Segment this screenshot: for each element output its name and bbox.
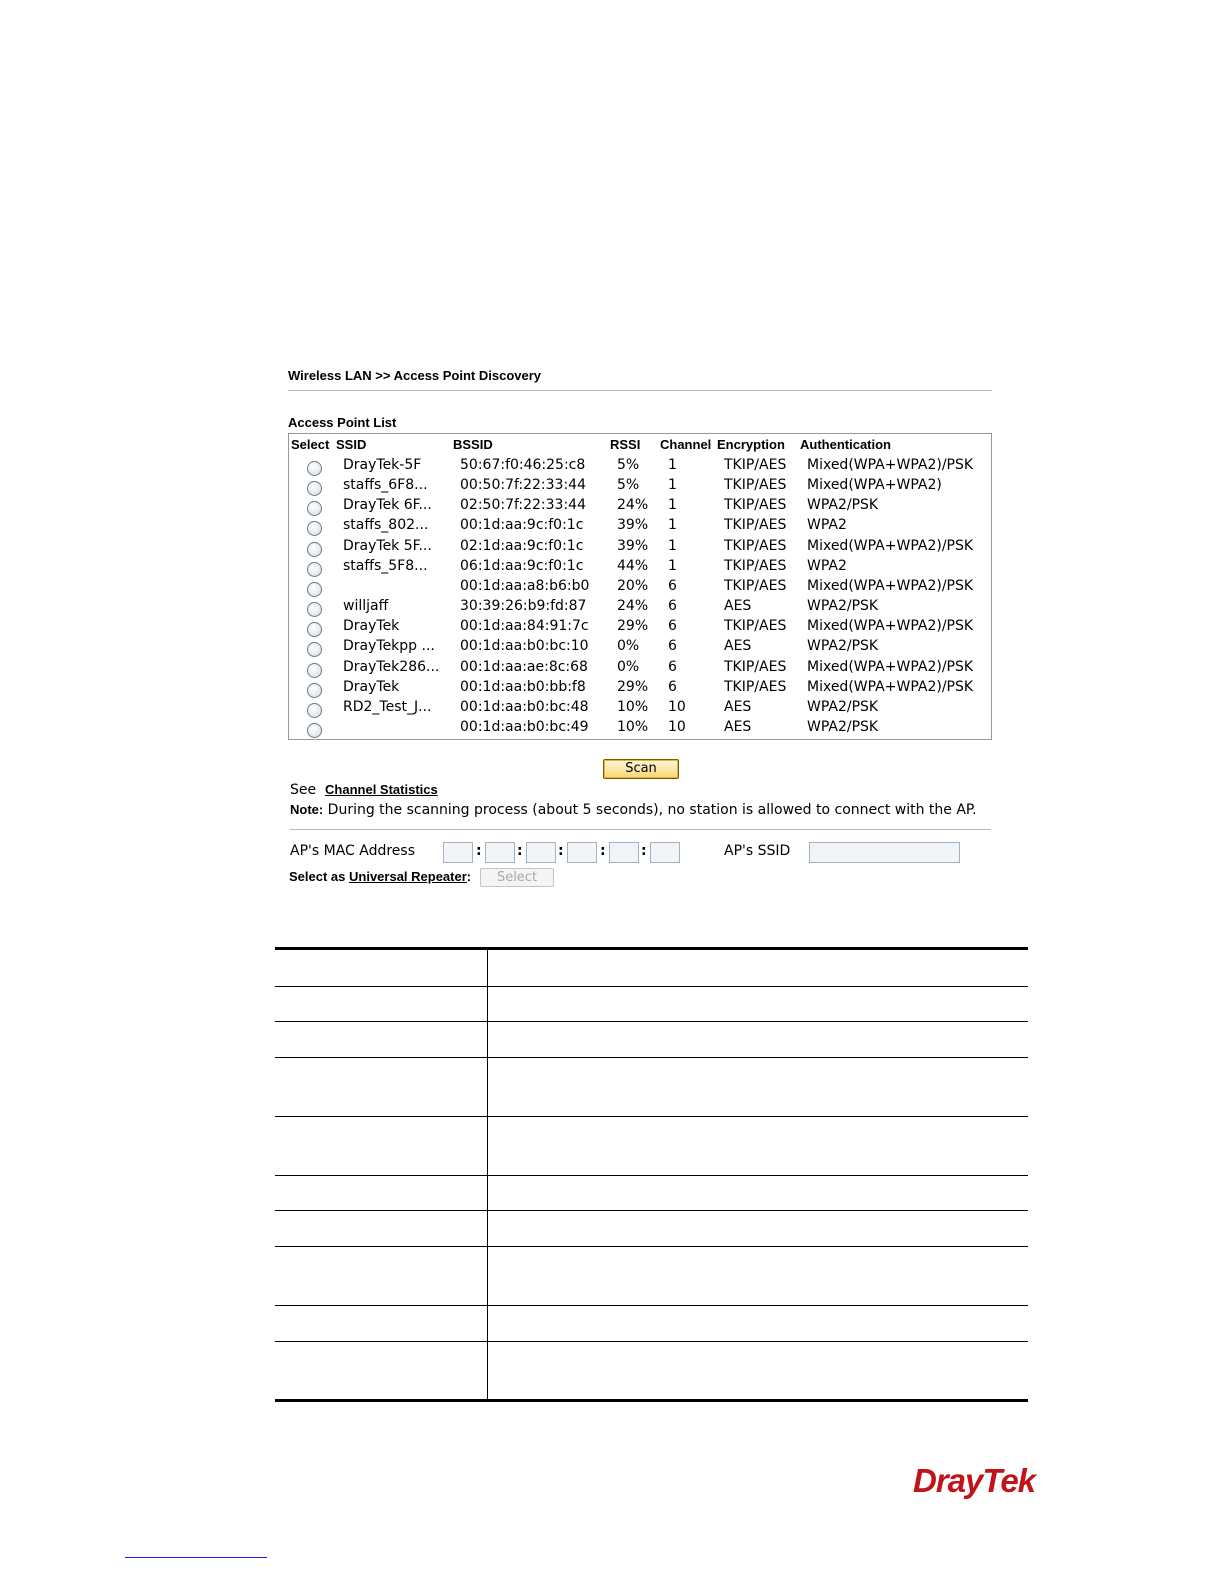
authentication-cell: WPA2/PSK	[807, 718, 879, 735]
ssid-cell: staffs_6F8...	[343, 477, 428, 494]
mac-separator: :	[558, 843, 564, 859]
select-radio[interactable]	[307, 703, 322, 718]
encryption-cell: TKIP/AES	[724, 537, 787, 554]
channel-cell: 1	[668, 477, 677, 494]
channel-statistics-link[interactable]: Channel Statistics	[325, 782, 438, 797]
bssid-cell: 00:1d:aa:b0:bb:f8	[460, 678, 586, 695]
table-row	[289, 618, 991, 638]
encryption-cell: TKIP/AES	[724, 618, 787, 635]
table-row	[289, 578, 991, 598]
page-title: Wireless LAN >> Access Point Discovery	[288, 368, 542, 383]
draytek-logo: DrayTek	[913, 1462, 1036, 1499]
column-header-ssid: SSID	[336, 437, 367, 452]
table-row-divider	[275, 1246, 1028, 1247]
scan-button[interactable]: Scan	[603, 759, 679, 779]
bssid-cell: 00:1d:aa:b0:bc:10	[460, 638, 589, 655]
bssid-cell: 50:67:f0:46:25:c8	[460, 457, 586, 473]
rssi-cell: 0%	[617, 638, 640, 655]
rssi-cell: 24%	[617, 598, 649, 615]
select-radio[interactable]	[307, 683, 322, 698]
mac-octet-5-input[interactable]	[609, 842, 639, 863]
note-label: Note:	[290, 802, 324, 817]
divider	[288, 390, 992, 391]
authentication-cell: Mixed(WPA+WPA2)/PSK	[807, 658, 974, 675]
ssid-cell: DrayTek 6F...	[343, 497, 432, 514]
bssid-cell: 00:1d:aa:b0:bc:49	[460, 718, 589, 735]
divider	[290, 829, 991, 830]
ssid-cell: DrayTek	[343, 678, 400, 695]
table-row	[289, 477, 991, 497]
table-row-divider	[275, 986, 1028, 987]
ssid-cell: staffs_802...	[343, 517, 429, 534]
encryption-cell: AES	[724, 638, 752, 655]
column-header-bssid: BSSID	[453, 437, 493, 452]
channel-cell: 10	[668, 698, 686, 715]
bssid-cell: 06:1d:aa:9c:f0:1c	[460, 557, 584, 574]
encryption-cell: TKIP/AES	[724, 577, 787, 594]
ssid-cell: DrayTek286...	[343, 658, 440, 675]
mac-octet-1-input[interactable]	[443, 842, 473, 863]
channel-cell: 6	[668, 618, 677, 635]
rssi-cell: 10%	[617, 698, 649, 715]
rssi-cell: 24%	[617, 497, 649, 514]
footer-line	[125, 1557, 267, 1558]
rssi-cell: 29%	[617, 678, 649, 695]
encryption-cell: TKIP/AES	[724, 678, 787, 695]
column-header-authentication: Authentication	[800, 437, 891, 452]
channel-cell: 10	[668, 718, 686, 735]
encryption-cell: TKIP/AES	[724, 497, 787, 514]
ap-ssid-input[interactable]	[809, 842, 960, 863]
authentication-cell: Mixed(WPA+WPA2)/PSK	[807, 457, 974, 473]
table-row	[289, 638, 991, 658]
authentication-cell: WPA2/PSK	[807, 598, 879, 615]
channel-cell: 1	[668, 537, 677, 554]
column-header-channel: Channel	[660, 437, 712, 452]
mac-separator: :	[476, 843, 482, 859]
authentication-cell: WPA2/PSK	[807, 497, 879, 514]
authentication-cell: Mixed(WPA+WPA2)/PSK	[807, 618, 974, 635]
bssid-cell: 00:1d:aa:a8:b6:b0	[460, 577, 590, 594]
note-text: During the scanning process (about 5 seconds), no station is allowed to connect with the AP.	[323, 802, 977, 818]
encryption-cell: AES	[724, 718, 752, 735]
channel-cell: 1	[668, 497, 677, 514]
channel-cell: 1	[668, 557, 677, 574]
access-point-list	[288, 433, 992, 740]
select-radio[interactable]	[307, 663, 322, 678]
ssid-cell: DrayTek	[343, 618, 400, 635]
table-row-divider	[275, 1116, 1028, 1117]
ssid-cell: staffs_5F8...	[343, 557, 428, 574]
table-row-divider	[275, 1057, 1028, 1058]
select-button[interactable]: Select	[480, 868, 554, 887]
ssid-cell: DrayTek 5F...	[343, 537, 432, 554]
authentication-cell: Mixed(WPA+WPA2)	[807, 477, 942, 494]
ap-ssid-label: AP's SSID	[724, 843, 791, 859]
ssid-cell: DrayTekpp ...	[343, 638, 435, 655]
select-as-universal-repeater	[289, 869, 471, 884]
encryption-cell: TKIP/AES	[724, 457, 787, 473]
table-top-border	[275, 947, 1028, 950]
table-row-divider	[275, 1021, 1028, 1022]
description-table	[275, 947, 1028, 1402]
channel-cell: 1	[668, 517, 677, 534]
bssid-cell: 00:1d:aa:9c:f0:1c	[460, 517, 584, 534]
bssid-cell: 00:1d:aa:ae:8c:68	[460, 658, 588, 675]
channel-cell: 6	[668, 658, 677, 675]
channel-cell: 6	[668, 638, 677, 655]
table-row-divider	[275, 1210, 1028, 1211]
ssid-cell: DrayTek-5F	[343, 457, 422, 473]
mac-octet-4-input[interactable]	[567, 842, 597, 863]
table-row	[289, 719, 991, 739]
access-point-list-title: Access Point List	[288, 415, 397, 430]
select-radio[interactable]	[307, 521, 322, 536]
bssid-cell: 00:50:7f:22:33:44	[460, 477, 586, 494]
table-row	[289, 497, 991, 517]
bssid-cell: 30:39:26:b9:fd:87	[460, 598, 587, 615]
mac-separator: :	[517, 843, 523, 859]
select-as-suffix: :	[466, 869, 472, 884]
channel-cell: 6	[668, 598, 677, 615]
select-as-prefix: Select as	[289, 869, 349, 884]
encryption-cell: TKIP/AES	[724, 557, 787, 574]
select-radio[interactable]	[307, 622, 322, 637]
encryption-cell: AES	[724, 698, 752, 715]
column-header-select: Select	[291, 437, 330, 452]
column-header-encryption: Encryption	[717, 437, 785, 452]
note	[290, 802, 977, 818]
encryption-cell: TKIP/AES	[724, 517, 787, 534]
rssi-cell: 44%	[617, 557, 649, 574]
channel-cell: 1	[668, 457, 677, 473]
table-row	[289, 598, 991, 618]
authentication-cell: Mixed(WPA+WPA2)/PSK	[807, 537, 974, 554]
rssi-cell: 10%	[617, 718, 649, 735]
mac-address-label: AP's MAC Address	[290, 843, 416, 859]
channel-cell: 6	[668, 577, 677, 594]
table-row-divider	[275, 1341, 1028, 1342]
mac-octet-3-input[interactable]	[526, 842, 556, 863]
select-radio[interactable]	[307, 461, 322, 476]
select-radio[interactable]	[307, 582, 322, 597]
see-channel-statistics	[290, 782, 438, 798]
select-radio[interactable]	[307, 501, 322, 516]
table-row	[289, 517, 991, 537]
see-prefix: See	[290, 782, 317, 798]
column-header-rssi: RSSI	[610, 437, 641, 452]
rssi-cell: 5%	[617, 457, 640, 473]
rssi-cell: 39%	[617, 537, 649, 554]
table-row-divider	[275, 1305, 1028, 1306]
mac-octet-2-input[interactable]	[485, 842, 515, 863]
table-bottom-border	[275, 1399, 1028, 1402]
authentication-cell: Mixed(WPA+WPA2)/PSK	[807, 577, 974, 594]
channel-cell: 6	[668, 678, 677, 695]
table-column-divider	[487, 950, 488, 1399]
table-row	[289, 558, 991, 578]
ssid-cell: willjaff	[343, 598, 389, 615]
universal-repeater-link[interactable]: Universal Repeater	[349, 869, 467, 884]
authentication-cell: WPA2	[807, 517, 847, 534]
select-radio[interactable]	[307, 481, 322, 496]
table-row	[289, 679, 991, 699]
rssi-cell: 5%	[617, 477, 640, 494]
table-row	[289, 538, 991, 558]
rssi-cell: 39%	[617, 517, 649, 534]
table-row	[289, 699, 991, 719]
bssid-cell: 00:1d:aa:84:91:7c	[460, 618, 589, 635]
mac-separator: :	[600, 843, 606, 859]
table-row	[289, 457, 991, 477]
select-radio[interactable]	[307, 562, 322, 577]
authentication-cell: WPA2/PSK	[807, 698, 879, 715]
table-row	[289, 659, 991, 679]
select-radio[interactable]	[307, 642, 322, 657]
bssid-cell: 00:1d:aa:b0:bc:48	[460, 698, 589, 715]
rssi-cell: 29%	[617, 618, 649, 635]
bssid-cell: 02:1d:aa:9c:f0:1c	[460, 537, 584, 554]
bssid-cell: 02:50:7f:22:33:44	[460, 497, 586, 514]
rssi-cell: 0%	[617, 658, 640, 675]
encryption-cell: AES	[724, 598, 752, 615]
table-row-divider	[275, 1175, 1028, 1176]
mac-octet-6-input[interactable]	[650, 842, 680, 863]
ssid-cell: RD2_Test_J...	[343, 698, 432, 715]
authentication-cell: WPA2/PSK	[807, 638, 879, 655]
rssi-cell: 20%	[617, 577, 649, 594]
encryption-cell: TKIP/AES	[724, 477, 787, 494]
mac-separator: :	[641, 843, 647, 859]
encryption-cell: TKIP/AES	[724, 658, 787, 675]
select-radio[interactable]	[307, 723, 322, 738]
authentication-cell: WPA2	[807, 557, 847, 574]
authentication-cell: Mixed(WPA+WPA2)/PSK	[807, 678, 974, 695]
select-radio[interactable]	[307, 542, 322, 557]
select-radio[interactable]	[307, 602, 322, 617]
